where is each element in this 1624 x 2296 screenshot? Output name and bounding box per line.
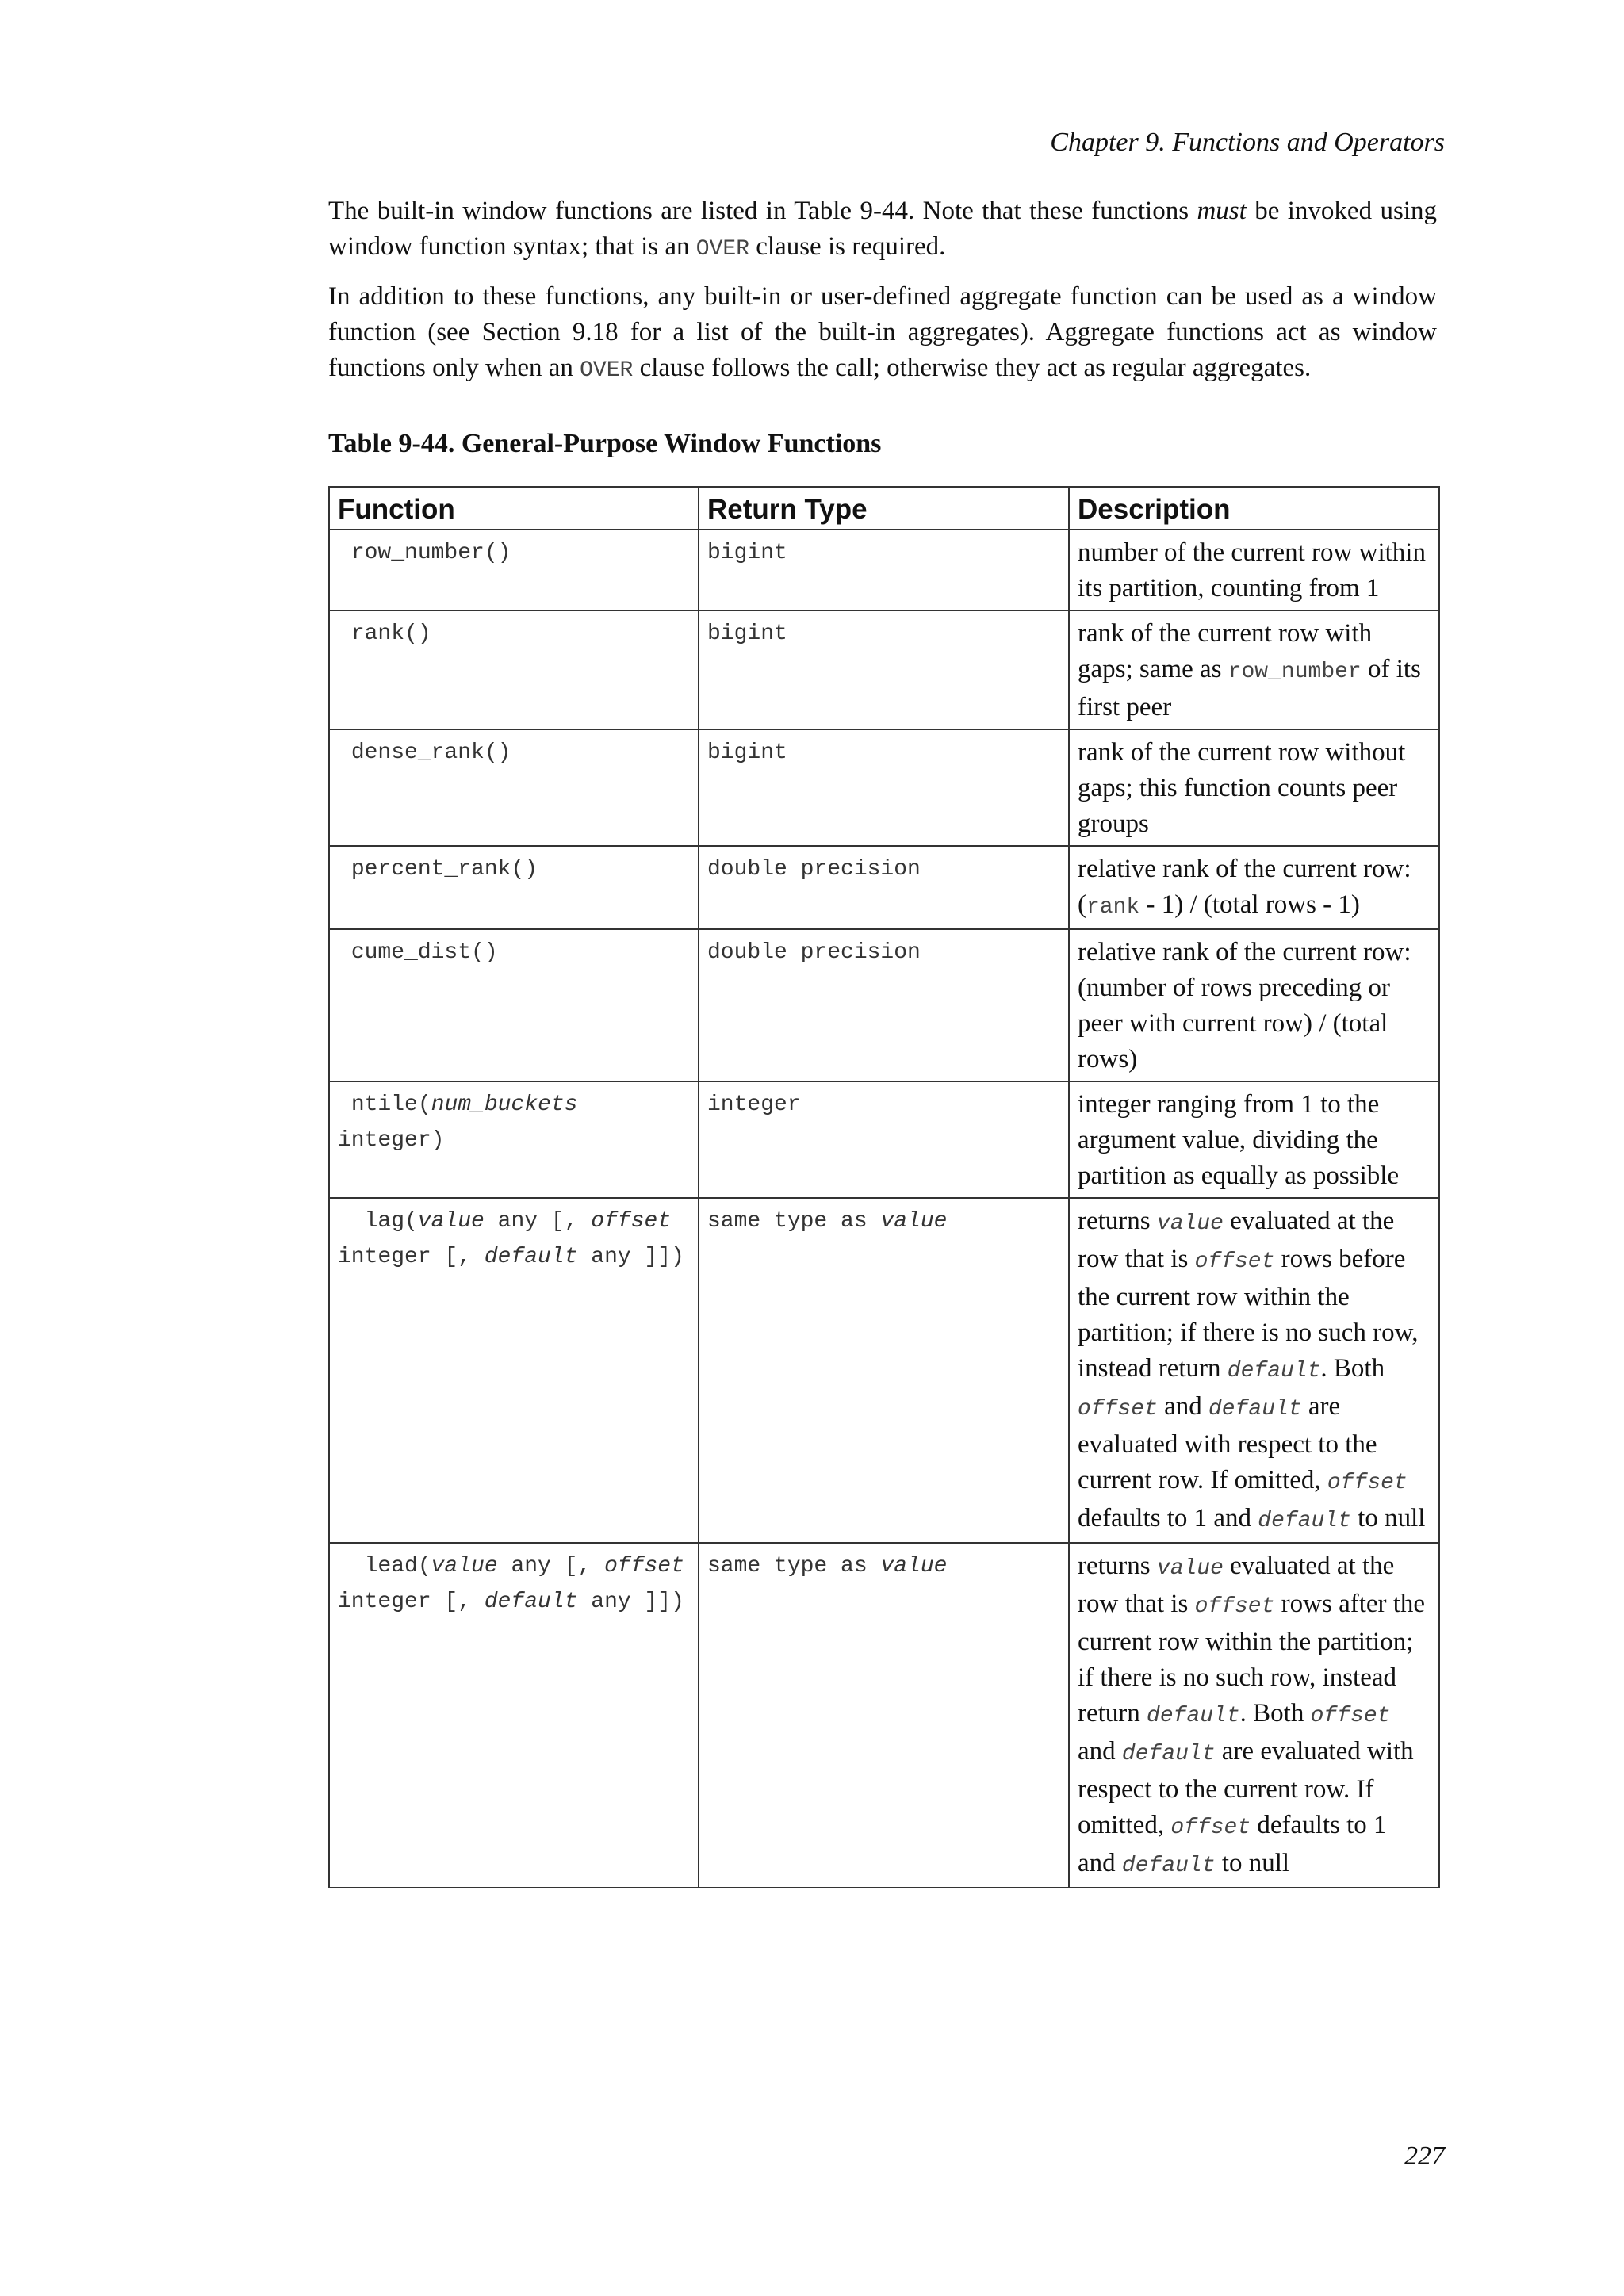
intro-text: The built-in window functions are listed in Table 9-44. Note that these functions bbox=[328, 197, 1197, 225]
code-text: any [, bbox=[497, 1554, 605, 1578]
running-head: Chapter 9. Functions and Operators bbox=[1050, 128, 1445, 157]
intro-text: clause is required. bbox=[749, 232, 946, 261]
table-row bbox=[329, 846, 1439, 929]
function-cell: rank() bbox=[329, 610, 699, 729]
intro-text: clause follows the call; otherwise they act as regular aggregates. bbox=[633, 354, 1312, 382]
intro-paragraph-2 bbox=[328, 279, 1437, 388]
code-arg: value bbox=[880, 1209, 948, 1234]
return-type-cell: integer bbox=[699, 1081, 1069, 1198]
function-cell: percent_rank() bbox=[329, 846, 699, 929]
description-text: rows after the current row within the partition; if there is no such row, instead return bbox=[1078, 1590, 1426, 1728]
inline-code: offset bbox=[1327, 1471, 1408, 1495]
inline-code: offset bbox=[1170, 1816, 1251, 1840]
description-text: defaults to 1 and bbox=[1078, 1504, 1258, 1533]
function-cell: dense_rank() bbox=[329, 729, 699, 846]
table-row bbox=[329, 1198, 1439, 1543]
description-text: defaults to 1 and bbox=[1078, 1811, 1387, 1877]
description-text: rows before the current row within the partition; if there is no such row, instead return bbox=[1078, 1245, 1419, 1383]
description-text: . Both bbox=[1239, 1699, 1311, 1728]
code-text: lead( bbox=[338, 1554, 431, 1578]
code-arg: num_buckets bbox=[431, 1093, 578, 1117]
description-cell bbox=[1069, 610, 1439, 729]
column-header-function: Function bbox=[329, 487, 699, 530]
inline-code: OVER bbox=[695, 237, 749, 262]
description-cell bbox=[1069, 846, 1439, 929]
description-text: to null bbox=[1215, 1849, 1290, 1877]
inline-code: default bbox=[1227, 1359, 1321, 1383]
code-text: any ]]) bbox=[577, 1245, 684, 1269]
function-cell bbox=[329, 1198, 699, 1543]
inline-code: default bbox=[1121, 1854, 1216, 1878]
code-text: any [, bbox=[484, 1209, 592, 1234]
inline-code: default bbox=[1258, 1509, 1351, 1533]
description-cell: integer ranging from 1 to the argument value, dividing the partition as equally as possible bbox=[1069, 1081, 1439, 1198]
function-cell: cume_dist() bbox=[329, 929, 699, 1081]
inline-code: offset bbox=[1310, 1704, 1391, 1728]
description-text: rank of the current row with gaps; same as bbox=[1078, 619, 1373, 683]
table-row bbox=[329, 530, 1439, 610]
table-row bbox=[329, 929, 1439, 1081]
code-text: any ]]) bbox=[577, 1590, 684, 1614]
function-cell bbox=[329, 1081, 699, 1198]
inline-code: offset bbox=[1194, 1594, 1275, 1619]
table-row bbox=[329, 729, 1439, 846]
window-functions-table bbox=[328, 486, 1440, 1888]
description-text: of its first peer bbox=[1078, 655, 1421, 721]
inline-code: value bbox=[1156, 1556, 1224, 1581]
inline-code: default bbox=[1208, 1397, 1302, 1422]
return-type-cell: bigint bbox=[699, 610, 1069, 729]
description-text: relative rank of the current row: ( bbox=[1078, 855, 1411, 919]
code-arg: default bbox=[484, 1590, 578, 1614]
emphasis-text: must bbox=[1197, 197, 1247, 225]
intro-text: In addition to these functions, any built-in or user-defined aggregate function can be used as a window function (see Section 9.18 for a list of the built-in aggregates). Aggregate functions act as window functions only when an bbox=[328, 282, 1437, 382]
description-text: evaluated at the row that is bbox=[1078, 1207, 1395, 1273]
inline-code: OVER bbox=[580, 358, 634, 383]
code-text: same type as bbox=[707, 1554, 881, 1578]
description-cell bbox=[1069, 1543, 1439, 1888]
intro-paragraph-1 bbox=[328, 193, 1437, 267]
description-cell bbox=[1069, 1198, 1439, 1543]
inline-code: default bbox=[1147, 1704, 1240, 1728]
intro-text: be invoked using window function syntax; that is an bbox=[328, 197, 1437, 261]
description-text: and bbox=[1157, 1392, 1208, 1421]
code-text: integer [, bbox=[338, 1554, 698, 1614]
table-row bbox=[329, 610, 1439, 729]
description-text: evaluated at the row that is bbox=[1078, 1552, 1395, 1618]
return-type-cell: bigint bbox=[699, 530, 1069, 610]
description-text: returns bbox=[1078, 1552, 1157, 1580]
inline-code: offset bbox=[1078, 1397, 1158, 1422]
return-type-cell: double precision bbox=[699, 929, 1069, 1081]
description-cell: rank of the current row without gaps; this function counts peer groups bbox=[1069, 729, 1439, 846]
table-caption: Table 9-44. General-Purpose Window Functions bbox=[328, 429, 882, 458]
description-text: to null bbox=[1350, 1504, 1426, 1533]
return-type-cell: double precision bbox=[699, 846, 1069, 929]
description-cell: relative rank of the current row: (number of rows preceding or peer with current row) / (total rows) bbox=[1069, 929, 1439, 1081]
code-arg: value bbox=[417, 1209, 485, 1234]
code-arg: value bbox=[431, 1554, 498, 1578]
code-text: lag( bbox=[338, 1209, 418, 1234]
code-arg: offset bbox=[604, 1554, 684, 1578]
code-arg: default bbox=[484, 1245, 578, 1269]
inline-code: offset bbox=[1194, 1249, 1275, 1274]
code-arg: value bbox=[880, 1554, 948, 1578]
code-text: integer) bbox=[338, 1093, 592, 1153]
return-type-cell bbox=[699, 1198, 1069, 1543]
return-type-cell: bigint bbox=[699, 729, 1069, 846]
column-header-description: Description bbox=[1069, 487, 1439, 530]
page-number: 227 bbox=[1404, 2141, 1445, 2171]
description-text: returns bbox=[1078, 1207, 1157, 1235]
code-text: same type as bbox=[707, 1209, 881, 1234]
function-cell: row_number() bbox=[329, 530, 699, 610]
description-text: are evaluated with respect to the current row. If omitted, bbox=[1078, 1737, 1414, 1839]
return-type-cell bbox=[699, 1543, 1069, 1888]
column-header-return-type: Return Type bbox=[699, 487, 1069, 530]
description-cell: number of the current row within its partition, counting from 1 bbox=[1069, 530, 1439, 610]
inline-code: default bbox=[1121, 1742, 1216, 1766]
code-arg: offset bbox=[591, 1209, 672, 1234]
inline-code: row_number bbox=[1228, 660, 1362, 684]
function-cell bbox=[329, 1543, 699, 1888]
description-text: are evaluated with respect to the current row. If omitted, bbox=[1078, 1392, 1377, 1494]
description-text: and bbox=[1078, 1737, 1122, 1766]
code-text: ntile( bbox=[338, 1093, 431, 1117]
description-text: . Both bbox=[1320, 1354, 1385, 1383]
table-row bbox=[329, 1543, 1439, 1888]
table-header-row bbox=[329, 487, 1439, 530]
inline-code: rank bbox=[1086, 895, 1140, 920]
inline-code: value bbox=[1156, 1211, 1224, 1236]
table-row bbox=[329, 1081, 1439, 1198]
description-text: - 1) / (total rows - 1) bbox=[1139, 890, 1360, 919]
code-text: integer [, bbox=[338, 1209, 684, 1269]
